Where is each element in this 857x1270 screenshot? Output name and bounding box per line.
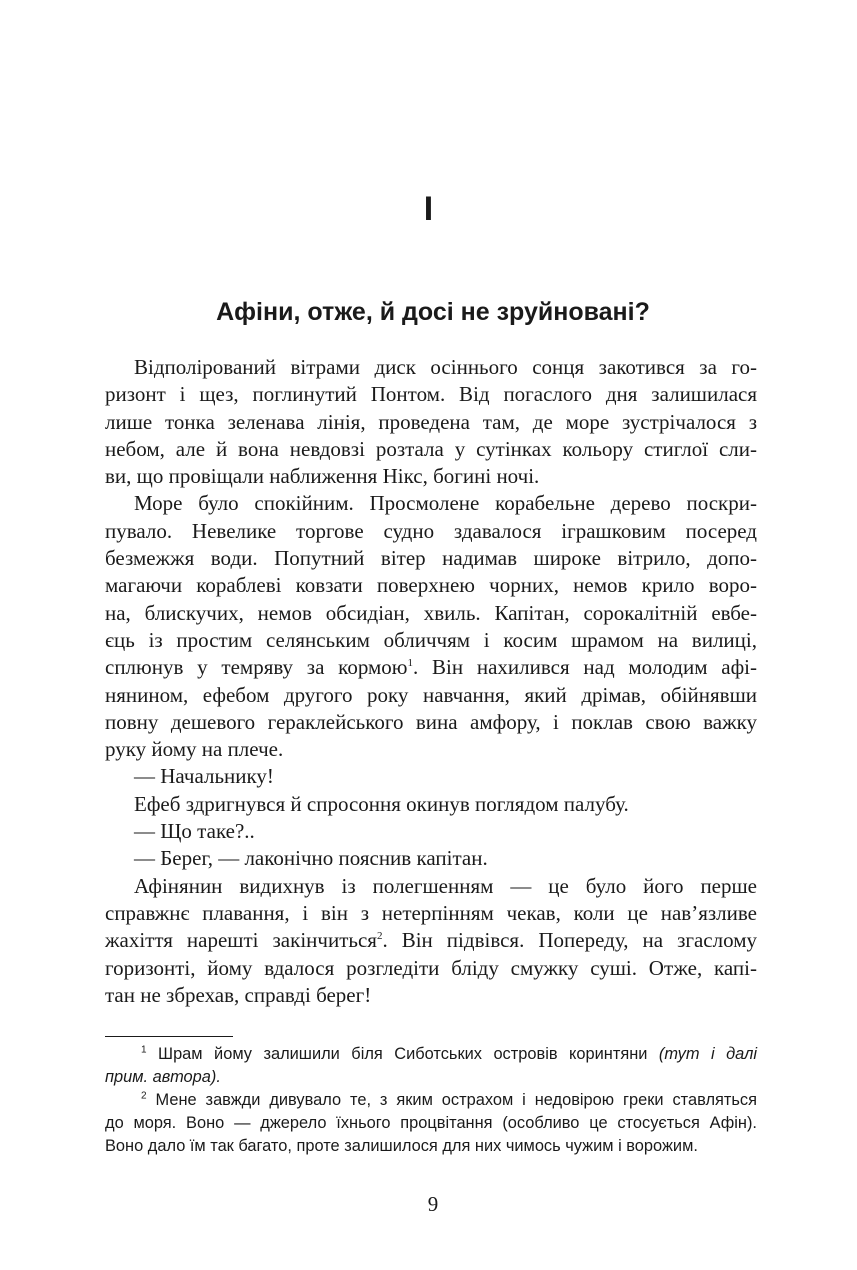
text-line: єць із простим селянським обличчям і косим шрамом на вилиці, (105, 627, 757, 652)
footnote-1-line (105, 1043, 757, 1066)
text-line-with-footnote (105, 927, 757, 954)
chapter-number: I (423, 190, 434, 228)
text-line: горизонті, йому вдалося розгледіти бліду смужку суші. Отже, капі- (105, 955, 757, 980)
text-segment: жахіття нарешті закінчиться (105, 928, 377, 953)
text-line: нянином, ефебом другого року навчання, який дрімав, обійнявши (105, 682, 757, 707)
text-segment: . Він нахилився над молодим афі- (412, 655, 758, 680)
footnote-italic: прим. автора). (105, 1068, 221, 1086)
text-line: пувало. Невелике торгове судно здавалося іграшковим посеред (105, 518, 757, 543)
text-line: лише тонка зеленава лінія, проведена там, де море зустрічалося з (105, 409, 757, 434)
text-line: ви, що провіщали наближення Нікс, богині ночі. (105, 464, 540, 489)
footnote-marker-2: 2 (376, 930, 383, 943)
text-line: руку йому на плече. (105, 737, 284, 762)
text-line: на, блискучих, немов обсидіан, хвиль. Капітан, сорокалітній евбе- (105, 600, 757, 625)
footnote-marker-1: 1 (407, 657, 413, 670)
text-line: небом, але й вона невдовзі розтала у сутінках кольору стиглої сли- (105, 436, 757, 461)
text-line: магаючи кораблеві ковзати поверхнею чорних, немов крило воро- (105, 573, 757, 598)
text-line-with-footnote (105, 654, 757, 681)
text-line: Відполірований вітрами диск осіннього сонця закотився за го- (134, 355, 757, 379)
text-line: повну дешевого гераклейського вина амфору, і поклав свою важку (105, 709, 757, 734)
footnote-italic: (тут і далі (658, 1045, 757, 1063)
dialogue-line: — Що таке?.. (134, 819, 255, 844)
footnote-text: Мене завжди дивувало те, з яким острахом і недовірою греки ставляться (155, 1091, 757, 1109)
footnote-separator (105, 1036, 233, 1037)
text-line: Ефеб здригнувся й спросоння окинув поглядом палубу. (134, 791, 629, 816)
text-line: безмежжя води. Попутний вітер надимав широке вітрило, допо- (105, 546, 757, 571)
footnote-2-line (105, 1089, 757, 1112)
footnote-number-2: 2 (141, 1090, 147, 1102)
text-segment: . Він підвівся. Попереду, на згаслому (382, 928, 757, 953)
body-text (105, 354, 757, 1009)
footnotes (105, 1043, 757, 1158)
text-segment: сплюнув у темряву за кормою (105, 655, 408, 680)
dialogue-line: — Берег, — лаконічно пояснив капітан. (134, 846, 488, 871)
chapter-title: Афіни, отже, й досі не зруйновані? (216, 298, 650, 326)
footnote-text: Шрам йому залишили біля Сиботських островів коринтяни (158, 1045, 648, 1063)
text-line: Море було спокійним. Просмолене корабельне дерево поскри- (134, 491, 757, 516)
footnote-2-line: Воно дало їм так багато, проте залишилося для них чимось чужим і ворожим. (105, 1137, 698, 1155)
text-line: тан не збрехав, справді берег! (105, 982, 372, 1007)
footnote-number-1: 1 (141, 1044, 147, 1056)
page-number: 9 (427, 1192, 439, 1216)
dialogue-line: — Начальнику! (134, 764, 274, 789)
text-line: Афінянин видихнув із полегшенням — це було його перше (134, 873, 757, 898)
text-line: справжнє плавання, і він з нетерпінням чекав, коли це нав’язливе (105, 900, 757, 925)
footnote-2-line: до моря. Воно — джерело їхнього процвітання (особливо це стосується Афін). (105, 1114, 757, 1132)
text-line: ризонт і щез, поглинутий Понтом. Від погаслого дня залишилася (105, 382, 757, 407)
footnote-1-line (105, 1066, 757, 1089)
